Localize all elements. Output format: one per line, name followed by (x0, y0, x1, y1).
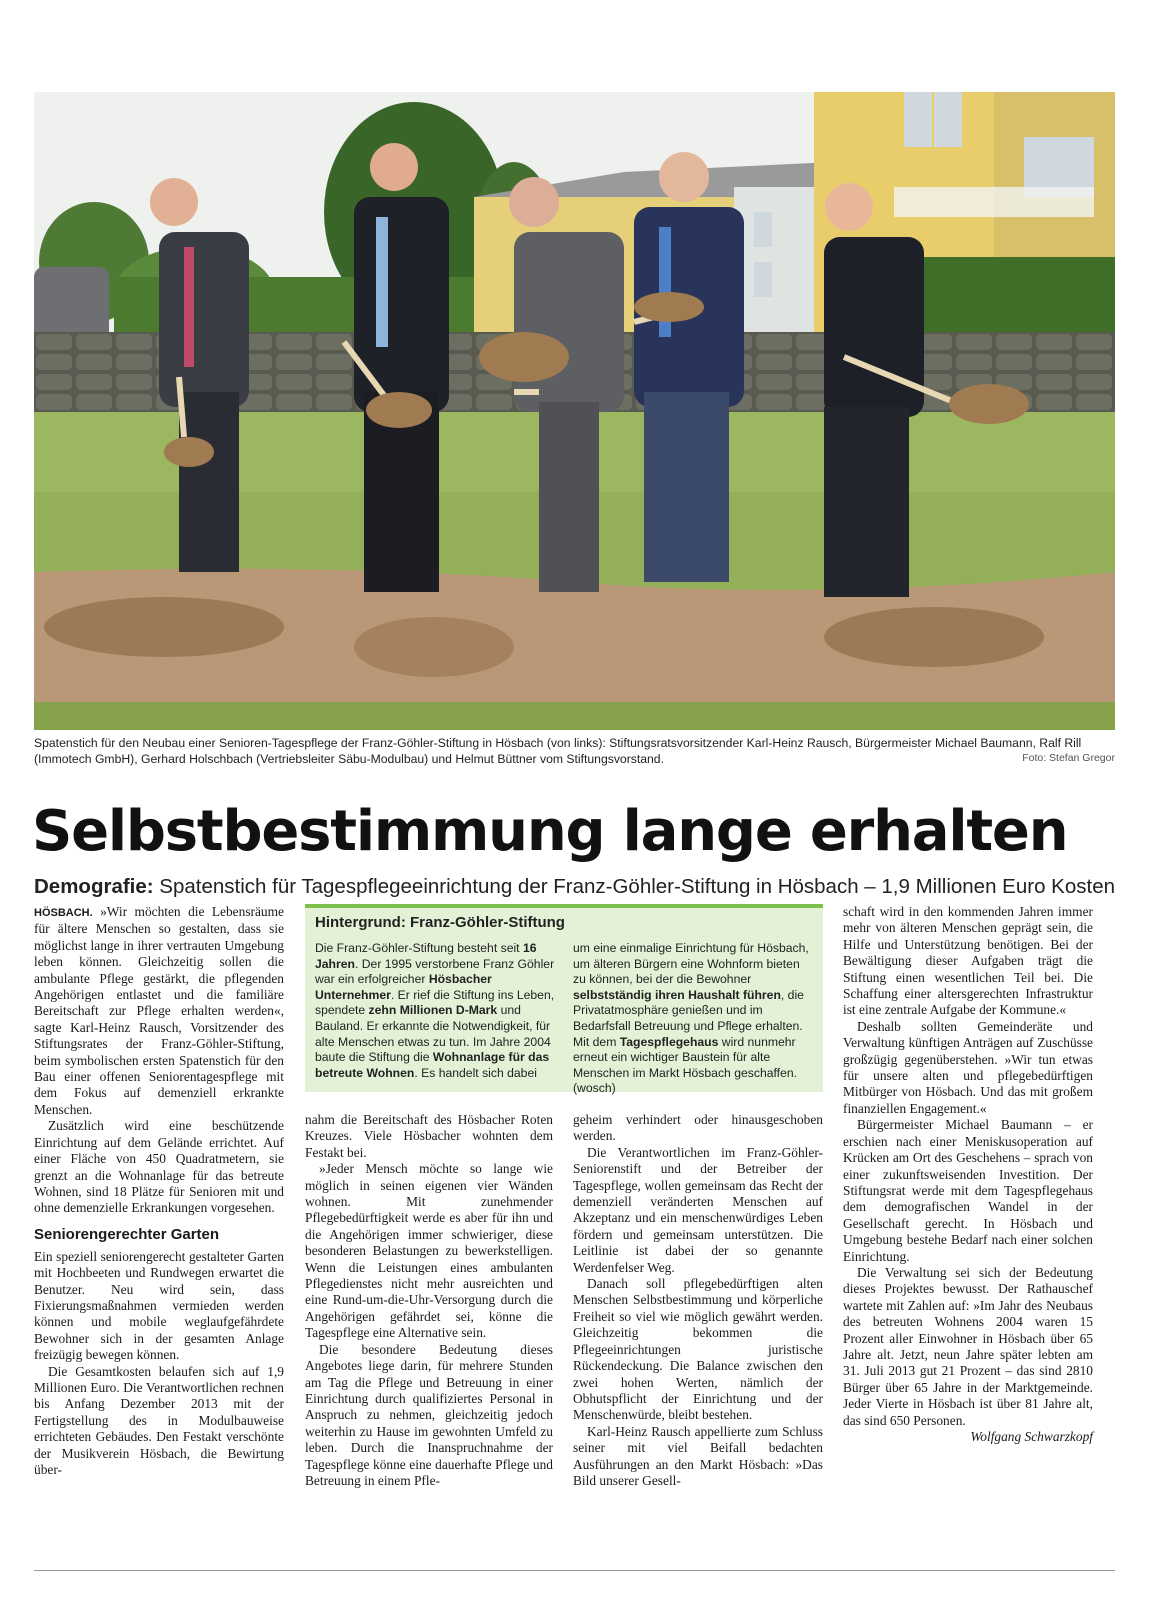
article-paragraph: Die Verantwortlichen im Franz-Göhler-Seniorenstift und der Betreiber der Tagespflege, wollen gemeinsam das Recht der demenziell veränderten Menschen auf Akzeptanz und ein menschenwürdiges Leben fördern und gemeinsam unterstützen. Die Leitlinie ist dabei der so genannte Werdenfelser Weg. (573, 1144, 823, 1275)
photo-illustration (34, 92, 1115, 730)
article-paragraph: Ein speziell seniorengerecht gestalteter Garten mit Hochbeeten und Rundwegen erwartet die Benutzer. Neu wird sein, dass Fixierungsmaßnahmen vermieden werden können und mobile weglaufgefährdete Bewohner sich in der gesamten Anlage freizügig bewegen können. (34, 1248, 284, 1363)
infobox-column-left: Die Franz-Göhler-Stiftung besteht seit 16 Jahren. Der 1995 verstorbene Franz Göhler war ein erfolgreicher Hösbacher Unternehmer. Er rief die Stiftung ins Leben, spendete zehn Millionen D-Mark und Bauland. Er erkannte die Notwendigkeit, für alte Menschen etwas zu tun. Im Jahre 2004 baute die Stiftung die Wohnanlage für das betreute Wohnen. Es handelt sich dabei (315, 941, 555, 1080)
article-paragraph: HÖSBACH. »Wir möchten die Lebensräume für ältere Menschen so gestalten, dass sie möglichst lange in ihrer vertrauten Umgebung leben können. Gleichzeitig sollen die ambulante Pflege gestärkt, die pflegenden Angehörigen entlastet und die familiäre Bereitschaft zur Pflege erhalten werden«, sagte Karl-Heinz Rausch, Vorsitzender des Stiftungsrates der Franz-Göhler-Stiftung, beim symbolischen ersten Spatenstich für den Bau einer offenen Seniorentagespflege mit dem Fokus auf demenziell erkrankte Menschen. (34, 904, 284, 1117)
photo-caption: Spatenstich für den Neubau einer Senioren-Tagespflege der Franz-Göhler-Stiftung in Hösbach (von links): Stiftungsratsvorsitzender Karl-Heinz Rausch, Bürgermeister Michael Baumann, Ralf Rill (Immotech GmbH), Gerhard Holschbach (Vertriebsleiter Säbu-Modulbau) und Helmut Büttner vom Stiftungsvorstand. (34, 736, 1082, 766)
article-paragraph: Bürgermeister Michael Baumann – er erschien nach einer Meniskusoperation auf Krücken am Ort des Geschehens – sprach von einer zukunftsweisenden Investition. Der Stiftungsrat werde mit dem Tagespflegehaus dem demografischen Wandel in der Gesellschaft gerecht. In Hösbach und Umgebung bestehe Bedarf nach einer solchen Einrichtung. (843, 1117, 1093, 1264)
article-paragraph: Deshalb sollten Gemeinderäte und Verwaltung künftigen Anträgen auf Zuschüsse großzügig gegenüberstehen. »Wir tun etwas für unsere alten und pflegebedürftigen Mitbürger von Hösbach. Und das mit großem finanziellen Engagement.« (843, 1018, 1093, 1116)
photo-credit: Foto: Stefan Gregor (1022, 752, 1115, 764)
author-byline: Wolfgang Schwarzkopf (970, 1429, 1093, 1444)
headline: Selbstbestimmung lange erhalten (32, 799, 1068, 864)
article-column-4 (843, 904, 1093, 1445)
article-paragraph: Danach soll pflegebedürftigen alten Menschen Selbstbestimmung und körperliche Freiheit so viel wie möglich gewährt werden. Gleichzeitig bekommen die Pflegeeinrichtungen juristische Rückendeckung. Die Balance zwischen den zwei hohen Werten, nämlich der Obhutspflicht der Einrichtung und der Menschenwürde, bleibt bestehen. (573, 1276, 823, 1423)
article-paragraph: »Jeder Mensch möchte so lange wie möglich in seinen eigenen vier Wänden wohnen. Mit zunehmender Pflegebedürftigkeit werde es aber für ihn und die Angehörigen immer schwieriger, diese besonderen Belastungen zu bewerkstelligen. Wenn die Leistungen eines ambulanten Pflegedienstes nicht mehr ausreichten und eine Rund-um-die-Uhr-Versorgung durch die Angehörigen gefährdet sei, könne die Tagespflege eine Alternative sein. (305, 1161, 553, 1341)
dateline: HÖSBACH. (34, 907, 93, 919)
article-paragraph: Zusätzlich wird eine beschützende Einrichtung auf dem Gelände errichtet. Auf einer Fläche von 450 Quadratmetern, sie grenzt an die Wohnanlage für das betreute Wohnen, sind 18 Plätze für Senioren mit und ohne demenzielle Erkrankungen vorgesehen. (34, 1118, 284, 1216)
groundbreaking-photo (34, 92, 1115, 730)
infobox-title: Hintergrund: Franz-Göhler-Stiftung (315, 914, 565, 931)
article-paragraph: nahm die Bereitschaft des Hösbacher Roten Kreuzes. Viele Hösbacher wohnten dem Festakt bei. (305, 1112, 553, 1160)
subhead-text: Spatenstich für Tagespflegeeinrichtung der Franz-Göhler-Stiftung in Hösbach – 1,9 Millionen Euro Kosten (153, 875, 1115, 898)
article-paragraph: Karl-Heinz Rausch appellierte zum Schluss seiner mit viel Beifall bedachten Ausführungen an den Markt Hösbach: »Das Bild unserer Gesell- (573, 1423, 823, 1488)
article-paragraph: Die besondere Bedeutung dieses Angebotes liege darin, für mehrere Stunden am Tag die Pflege und Betreuung in einer Einrichtung durch qualifiziertes Personal in Anspruch zu nehmen, gleichzeitig jedoch weiterhin zu Hause im gewohnten Umfeld zu leben. Durch die Inanspruchnahme der Tagespflege könne eine dauerhafte Pflege und Betreuung in einem Pfle- (305, 1341, 553, 1488)
article-column-3 (573, 1112, 823, 1489)
background-infobox (305, 904, 823, 1096)
person-2 (354, 143, 449, 592)
article-paragraph: Die Gesamtkosten belaufen sich auf 1,9 Millionen Euro. Die Verantwortlichen rechnen bis Anfang Dezember 2013 mit der Fertigstellung des in Modulbauweise errichteten Gebäudes. Den Festakt verschönte der Musikverein Hösbach, die Bewirtung über- (34, 1363, 284, 1477)
article-paragraph: Die Verwaltung sei sich der Bedeutung dieses Projektes bewusst. Der Rathauschef wartete mit Zahlen auf: »Im Jahr des Neubaus des betreuten Wohnens 2004 waren 15 Prozent aller Einwohner in Hösbach über 65 Jahre alt. Jetzt, neun Jahre später lebten am 31. Juli 2013 gut 21 Prozent – das sind 2810 Bürger über 65 Jahre in der Marktgemeinde. Jeder Vierte in Hösbach ist über 81 Jahre alt, das sind 650 Personen. (843, 1264, 1093, 1428)
article-paragraph: schaft wird in den kommenden Jahren immer mehr von älteren Menschen geprägt sein, die Hilfe und Unterstützung benötigen. Bei der Bewältigung dieser Aufgaben trägt die Stiftung einen wesentlichen Teil bei. Die Schaffung einer altersgerechten Infrastruktur ist eine zentrale Aufgabe der Kommune.« (843, 904, 1093, 1018)
bottom-divider (34, 1570, 1115, 1571)
person-4 (634, 152, 744, 582)
subhead-label: Demografie: (34, 875, 154, 898)
subheadline (34, 875, 1115, 899)
article-column-1 (34, 904, 284, 1478)
infobox-column-right: um eine einmalige Einrichtung für Hösbach, um älteren Bürgern eine Wohnform bieten zu können, bei der die Bewohner selbstständig ihren Haushalt führen, die Privatatmosphäre genießen und im Bedarfsfall Betreuung und Pflege erhalten. Mit dem Tagespflegehaus wird nunmehr erneut ein wichtiger Baustein für alte Menschen im Markt Hösbach geschaffen. (wosch) (573, 941, 809, 1096)
person-5 (824, 183, 924, 597)
section-subheading: Seniorengerechter Garten (34, 1225, 220, 1243)
article-paragraph: geheim verhindert oder hinausgeschoben werden. (573, 1112, 823, 1144)
article-column-2 (305, 1112, 553, 1489)
